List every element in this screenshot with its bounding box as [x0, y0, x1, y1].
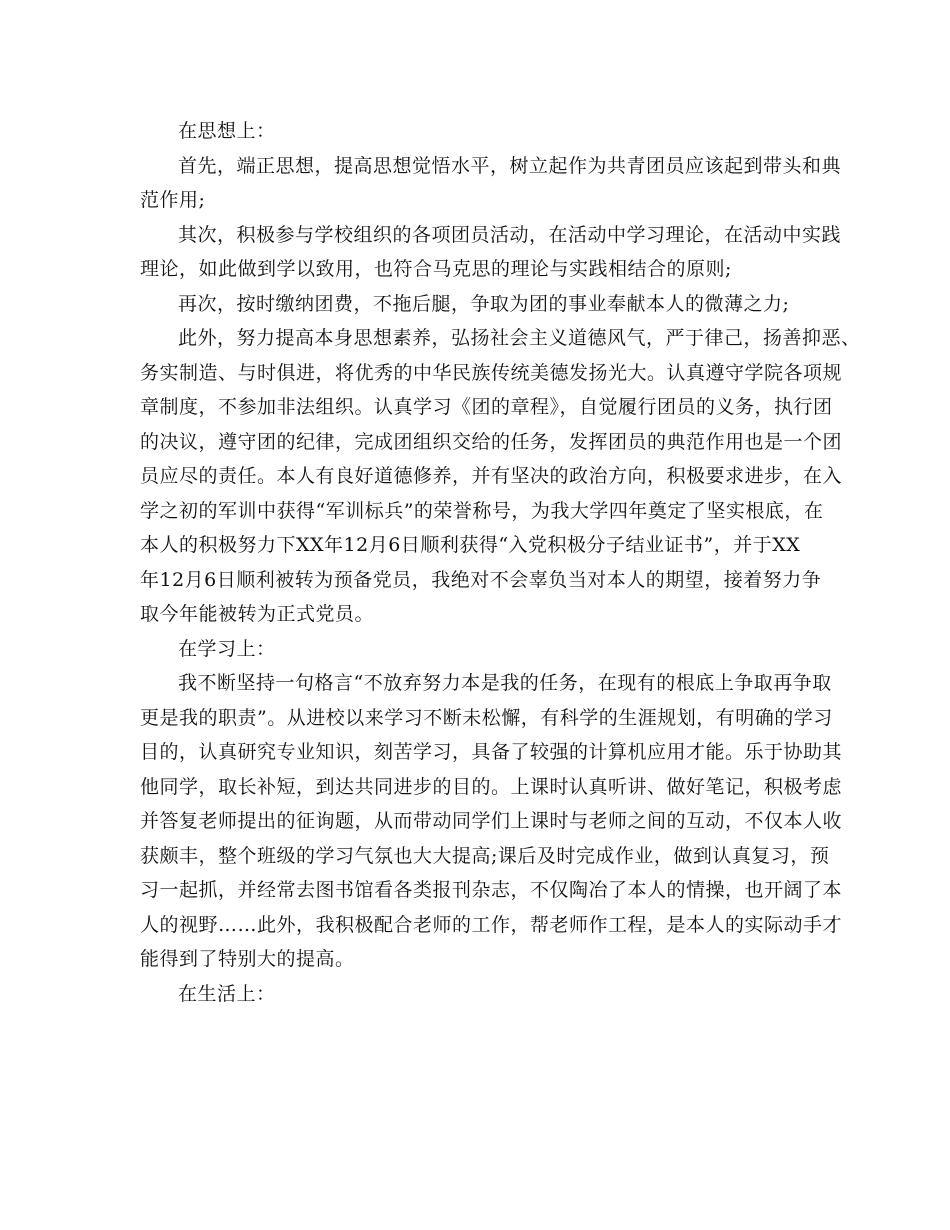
text-line: 在思想上： [178, 120, 276, 142]
text-line: 此外，努力提高本身思想素养，弘扬社会主义道德风气，严于律己，扬善抑恶、 [178, 327, 861, 349]
text-line: 的决议，遵守团的纪律，完成团组织交给的任务，发挥团员的典范作用也是一个团 [140, 430, 843, 453]
text-line: 学之初的军训中获得“军训标兵”的荣誉称号，为我大学四年奠定了坚实根底，在 [140, 499, 824, 522]
text-line: 取今年能被转为正式党员。 [140, 603, 375, 625]
text-line: 他同学，取长补短，到达共同进步的目的。上课时认真听讲、做好笔记，积极考虑 [140, 775, 843, 798]
text-line: 目的，认真研究专业知识，刻苦学习，具备了较强的计算机应用才能。乐于协助其 [140, 741, 843, 763]
text-line: 在学习上： [178, 637, 276, 660]
text-line: 获颇丰，整个班级的学习气氛也大大提高;课后及时完成作业，做到认真复习，预 [140, 844, 830, 867]
text-line: 再次，按时缴纳团费，不拖后腿，争取为团的事业奉献本人的微薄之力; [178, 292, 790, 315]
text-line: 务实制造、与时俱进，将优秀的中华民族传统美德发扬光大。认真遵守学院各项规 [140, 361, 843, 384]
text-line: 其次，积极参与学校组织的各项团员活动，在活动中学习理论，在活动中实践 [178, 223, 842, 246]
text-line: 习一起抓，并经常去图书馆看各类报刊杂志，不仅陶冶了本人的情操，也开阔了本 [140, 879, 843, 901]
text-line: 我不断坚持一句格言“不放弃努力本是我的任务，在现有的根底上争取再争取 [178, 672, 832, 694]
text-line: 员应尽的责任。本人有良好道德修养，并有坚决的政治方向，积极要求进步，在入 [140, 465, 843, 487]
document-body [140, 114, 861, 1011]
text-line: 本人的积极努力下XX年12月6日顺利获得“入党积极分子结业证书”，并于XX [140, 534, 801, 556]
text-line: 理论，如此做到学以致用，也符合马克思的理论与实践相结合的原则; [140, 258, 732, 280]
text-line: 能得到了特别大的提高。 [140, 948, 355, 970]
text-line: 并答复老师提出的征询题，从而带动同学们上课时与老师之间的互动，不仅本人收 [140, 810, 843, 832]
text-line: 章制度，不参加非法组织。认真学习《团的章程》，自觉履行团员的义务，执行团 [140, 396, 833, 418]
text-line: 在生活上： [178, 982, 276, 1005]
text-line: 人的视野……此外，我积极配合老师的工作，帮老师作工程，是本人的实际动手才 [140, 913, 843, 936]
text-line: 范作用; [140, 189, 206, 211]
text-line: 年12月6日顺利被转为预备党员，我绝对不会辜负当对本人的期望，接着努力争 [140, 568, 822, 591]
text-line: 首先，端正思想，提高思想觉悟水平，树立起作为共青团员应该起到带头和典 [178, 154, 842, 177]
text-line: 更是我的职责”。从进校以来学习不断未松懈，有科学的生涯规划，有明确的学习 [140, 706, 833, 729]
